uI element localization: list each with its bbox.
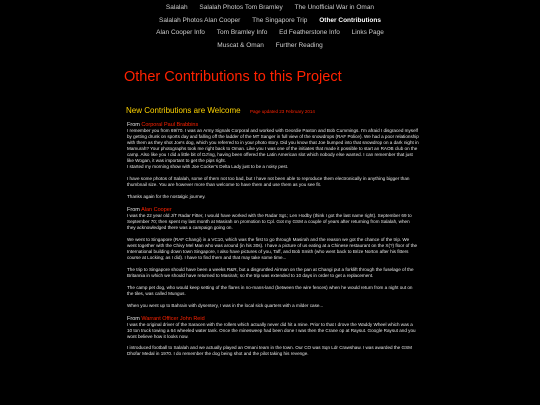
nav-link-muscat-oman[interactable]: Muscat & Oman [217, 41, 264, 49]
contribution-paragraph: I was the 22 year old J/T Radar Fitter, I would have worked with the Radar Sgt.; Len Hodby (think I got the last name right). September 69 to September 70; then spent my last month at Masirah on promotion to Cpl. Got my GSM a couple of years after returning from Salalah, when they acknowledged there was a campaign going on. [127, 213, 412, 230]
contribution-paragraph: I introduced football to Salalah and we actually played an Omani team in the town. Our CO was Sqn Ldr Crawshaw. I was awarded the GSM Dhofar Medal in 1970. I do remember the dog being shot and the pilot taking his revenge. [127, 345, 412, 356]
from-label: From [127, 316, 140, 322]
contributor-name: Alan Cooper [141, 207, 172, 213]
nav-row-1 [0, 0, 540, 15]
contributor-name: Corporal Paul Brabbins [141, 122, 199, 128]
page-title: Other Contributions to this Project [124, 69, 342, 85]
from-label: From [127, 207, 140, 213]
nav-row-3 [0, 27, 540, 40]
contributions-content [127, 121, 419, 357]
contribution-paragraph: I have some photos of Salalah, some of them not too bad, but I have not been able to reproduce them electronically in anything bigger than thumbnail size. You are however more than welcome to have them and use them as you see fit. [127, 176, 410, 187]
page-updated-date: Page updated 23 February 2014 [250, 109, 315, 114]
contribution-paragraph: We went to Singapore (RAF Changi) in a VC10, which was the first to go through Masirah and the reason we got the chance of the trip. We went together with the Chivy Mel Man who was around (in his 30s). I have a picture of us eating at a Chinese restaurant on the X(?) floor of the International building down town Singapore, I also have pictures of you, Taff, and Bob Smith (who went back to Brize Norton after his fitters course at Locking; as I did). I have to find them and that may take some time... [127, 237, 418, 260]
contribution-paragraph: When you went up to Bahrain with dysentery, I was in the local sick quarters with a milder case... [127, 303, 324, 308]
nav-row-4 [0, 40, 540, 53]
nav-link-further-reading[interactable]: Further Reading [275, 41, 323, 49]
nav-link-salalah-photos-alan-cooper[interactable]: Salalah Photos Alan Cooper [159, 16, 241, 24]
contribution-paragraph: Thanks again for the nostalgic journey. [127, 194, 206, 199]
contributor-name: Warrant Officer John Reid [141, 316, 205, 322]
nav-row-2 [0, 15, 540, 28]
contribution-paragraph: I was the original driver of the Saracen with the rollers which actually never did hit a mine. Prior to that I drove the Waddy Wheel which was a 10 ton truck towing a 64 wheeled water tank. Once the minesweep had been done I was then the Crane op at Raysut. Google Raysut and you wont believe how it looks now. [127, 322, 416, 339]
nav-link-other-contributions[interactable]: Other Contributions [319, 16, 381, 24]
new-contributions-heading: New Contributions are Welcome [126, 106, 241, 115]
contribution-paragraph: The camp pet dog, who would keep setting of the flares in no-mans-land (between the wire fences) when he would return from a night out on the tiles, was called Mungus. [127, 285, 413, 296]
nav-link-links-page[interactable]: Links Page [351, 29, 384, 36]
nav-link-unofficial-war-in-oman[interactable]: The Unofficial War in Oman [294, 4, 375, 11]
contribution-paragraph: I remember you from 69/70. I was an Army Signals Corporal and worked with Geordie Paxton and Bob Cummings. I'm afraid I disgraced myself by getting drunk on sports day and falling off the ladder of the MT Sanger in full view of the snowdrops (RAF Police). We had a poor relationship with them as they shot Joe's dog, which you referred to in your photo story. Did you know that Joe bumped into that snowdrop on a dark night in Mamurah? Your photographs took me right back to Oman. Like you I was one of the initiates that made it possible to start an RAOB club on the camp. Also like you I did a little bit of DJ'ing, having been offered the Latin American slot which nobody else wanted. I can remember that just like Wogan, it was important to get the pips right. [127, 128, 419, 163]
nav-link-tom-bramley-info[interactable]: Tom Bramley Info [216, 29, 268, 36]
nav-link-singapore-trip[interactable]: The Singapore Trip [252, 16, 308, 24]
contribution-paragraph: I started my morning show with Joe Cocker's Delta Lady just to be a noisy pest. [127, 164, 289, 169]
nav-link-ed-featherstone-info[interactable]: Ed Featherstone Info [279, 29, 340, 36]
new-contributions-heading-row [126, 100, 315, 118]
nav-link-salalah-photos-tom-bramley[interactable]: Salalah Photos Tom Bramley [199, 4, 283, 11]
top-navigation [0, 0, 540, 52]
nav-link-alan-cooper-info[interactable]: Alan Cooper Info [156, 29, 205, 36]
from-label: From [127, 122, 140, 128]
contribution-paragraph: The trip to Singapore should have been a weeks R&R, but a disgruntled Airman on the pan at Changi put a forklift through the fuselage of the Britannia in which we should have returned to Masirah; so the trip was extended to 10 days in order to get a replacement. [127, 267, 414, 278]
nav-link-salalah[interactable]: Salalah [165, 4, 188, 11]
